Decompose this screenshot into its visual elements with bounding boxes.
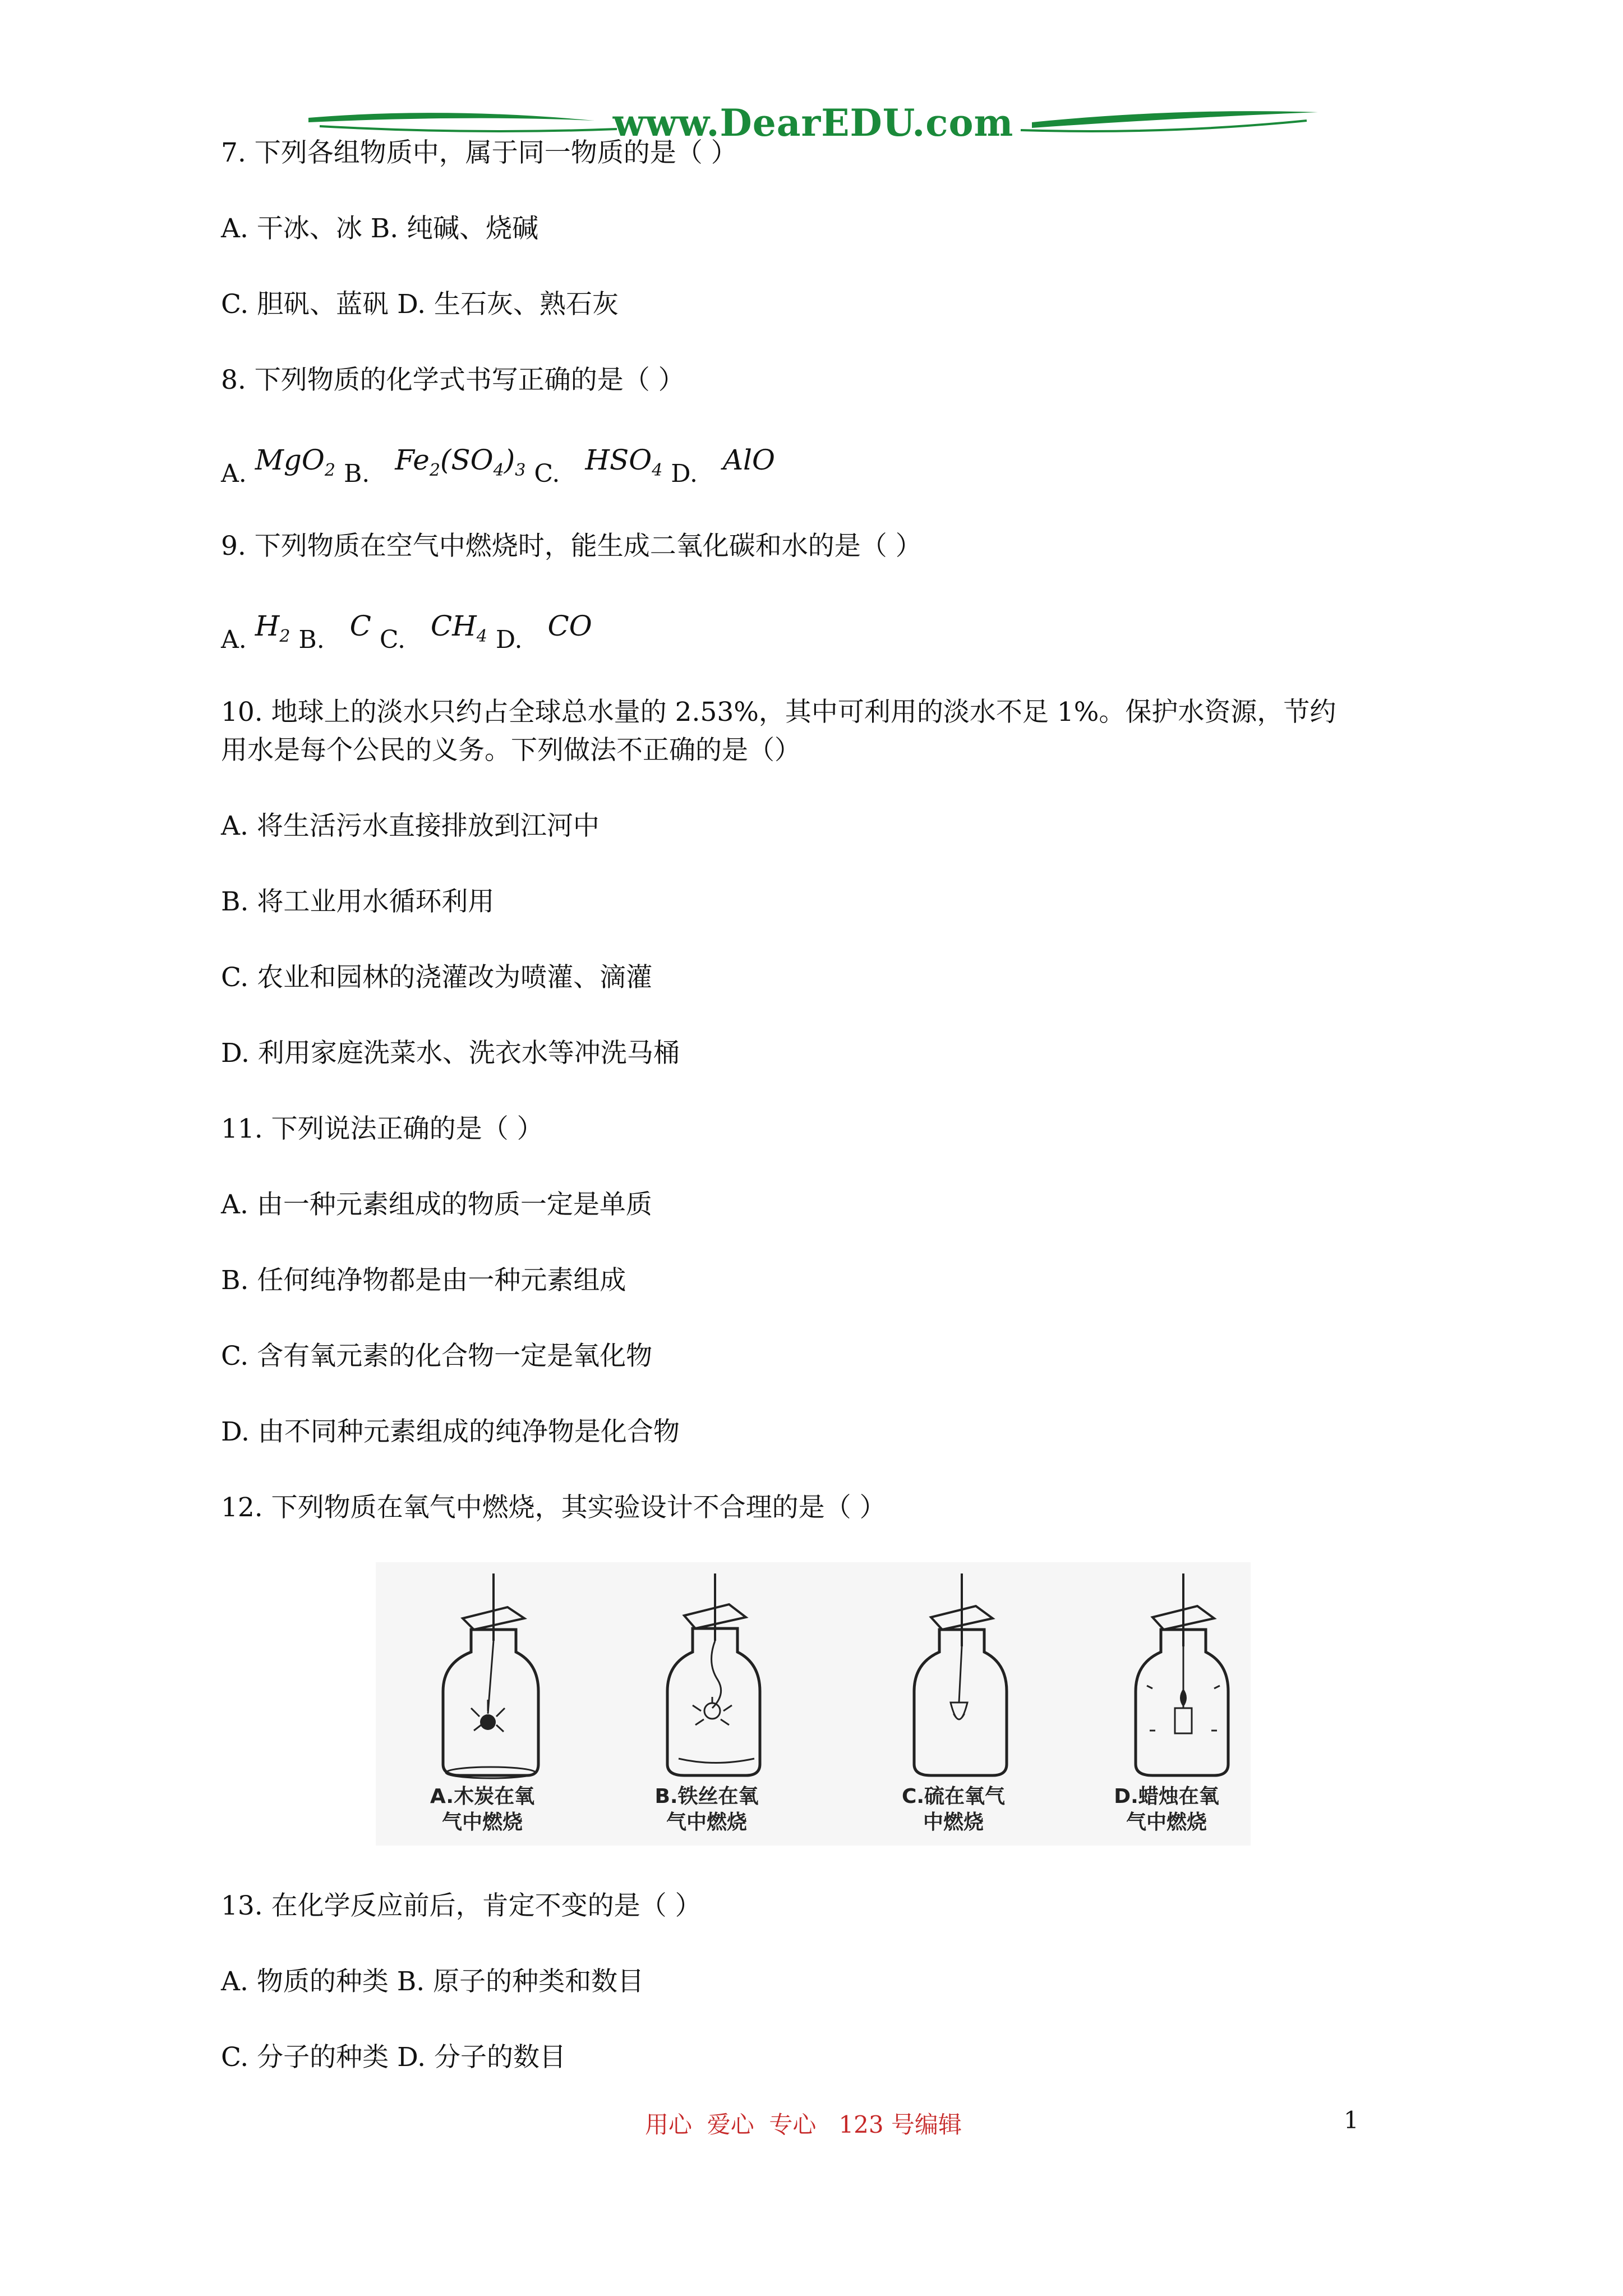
jar-b-caption-line-2: 气中燃烧: [666, 1811, 747, 1834]
option-c-label: C.: [534, 459, 560, 488]
option-d-formula: AlO: [722, 444, 776, 476]
option-b-formula: C: [349, 610, 371, 642]
question-11-option-c: C. 含有氧元素的化合物一定是氧化物: [221, 1341, 653, 1372]
option-a-formula: $H_2$: [255, 610, 291, 646]
jar-a-caption-line-2: 气中燃烧: [441, 1811, 523, 1834]
question-13-options-row-2: C. 分子的种类 D. 分子的数目: [221, 2042, 566, 2073]
question-9-stem: 9. 下列物质在空气中燃烧时，能生成二氧化碳和水的是（ ）: [221, 531, 922, 562]
jar-b-caption-line-1: B.铁丝在氧: [654, 1785, 759, 1808]
jar-a-caption: [398, 1784, 566, 1835]
question-10-stem-line-2: 用水是每个公民的义务。下列做法不正确的是（）: [221, 735, 801, 766]
question-7-options-row-2: C. 胆矾、蓝矾 D. 生石灰、熟石灰: [221, 289, 619, 320]
footer-editor-note: 用心 爱心 专心 123 号编辑: [645, 2111, 962, 2138]
jar-d-caption-line-1: D.蜡烛在氧: [1114, 1785, 1219, 1808]
jar-d-candle-icon: [1099, 1573, 1245, 1787]
jar-c-caption: [869, 1784, 1038, 1835]
question-10-stem-line-1: 10. 地球上的淡水只约占全球总水量的 2.53%，其中可利用的淡水不足 1%。保护水资源，节约: [221, 697, 1336, 728]
question-11-stem: 11. 下列说法正确的是（ ）: [221, 1114, 543, 1144]
option-d-label: D.: [495, 625, 523, 654]
question-10-option-a: A. 将生活污水直接排放到江河中: [221, 811, 600, 841]
option-d-formula: CO: [547, 610, 592, 642]
question-8-options: [221, 444, 776, 500]
question-11-option-a: A. 由一种元素组成的物质一定是单质: [221, 1189, 652, 1220]
jar-c-sulfur-icon: [880, 1573, 1026, 1787]
question-11-option-b: B. 任何纯净物都是由一种元素组成: [221, 1265, 626, 1296]
jar-b-iron-wire-icon: [634, 1573, 780, 1787]
question-8-stem: 8. 下列物质的化学式书写正确的是（ ）: [221, 365, 685, 395]
question-9-options: [221, 610, 592, 666]
option-b-label: B.: [343, 459, 370, 488]
option-c-formula: $CH_4$: [430, 610, 487, 646]
page-number: 1: [1344, 2106, 1359, 2134]
question-7-stem: 7. 下列各组物质中，属于同一物质的是（ ）: [221, 137, 737, 168]
option-d-label: D.: [671, 459, 698, 488]
jar-b-caption: [623, 1784, 791, 1835]
option-a-label: A.: [221, 625, 247, 654]
option-a-label: A.: [221, 459, 247, 488]
question-10-option-d: D. 利用家庭洗菜水、洗衣水等冲洗马桶: [221, 1038, 680, 1069]
jar-c-caption-line-2: 中燃烧: [923, 1811, 984, 1834]
question-10-option-b: B. 将工业用水循环利用: [221, 886, 495, 917]
jar-d-caption: [1082, 1784, 1251, 1835]
option-c-label: C.: [379, 625, 405, 654]
jar-c-caption-line-1: C.硫在氧气: [901, 1785, 1006, 1808]
option-b-label: B.: [298, 625, 325, 654]
question-10-option-c: C. 农业和园林的浇灌改为喷灌、滴灌: [221, 962, 653, 993]
question-12-stem: 12. 下列物质在氧气中燃烧，其实验设计不合理的是（ ）: [221, 1492, 886, 1523]
question-11-option-d: D. 由不同种元素组成的纯净物是化合物: [221, 1416, 680, 1447]
jar-a-caption-line-1: A.木炭在氧: [430, 1785, 535, 1808]
jar-a-charcoal-icon: [409, 1573, 555, 1787]
option-c-formula: $HSO_4$: [585, 444, 663, 480]
question-13-stem: 13. 在化学反应前后，肯定不变的是（ ）: [221, 1890, 702, 1921]
option-a-formula: MgO$_2$: [255, 444, 336, 480]
question-13-options-row-1: A. 物质的种类 B. 原子的种类和数目: [221, 1966, 644, 1997]
question-7-options-row-1: A. 干冰、冰 B. 纯碱、烧碱: [221, 213, 539, 244]
option-b-formula: $Fe_2(SO_4)_3$: [395, 444, 526, 480]
combustion-experiment-figure: [376, 1562, 1251, 1846]
jar-d-caption-line-2: 气中燃烧: [1126, 1811, 1207, 1834]
site-logo-text[interactable]: www.DearEDU.com: [612, 101, 1014, 145]
